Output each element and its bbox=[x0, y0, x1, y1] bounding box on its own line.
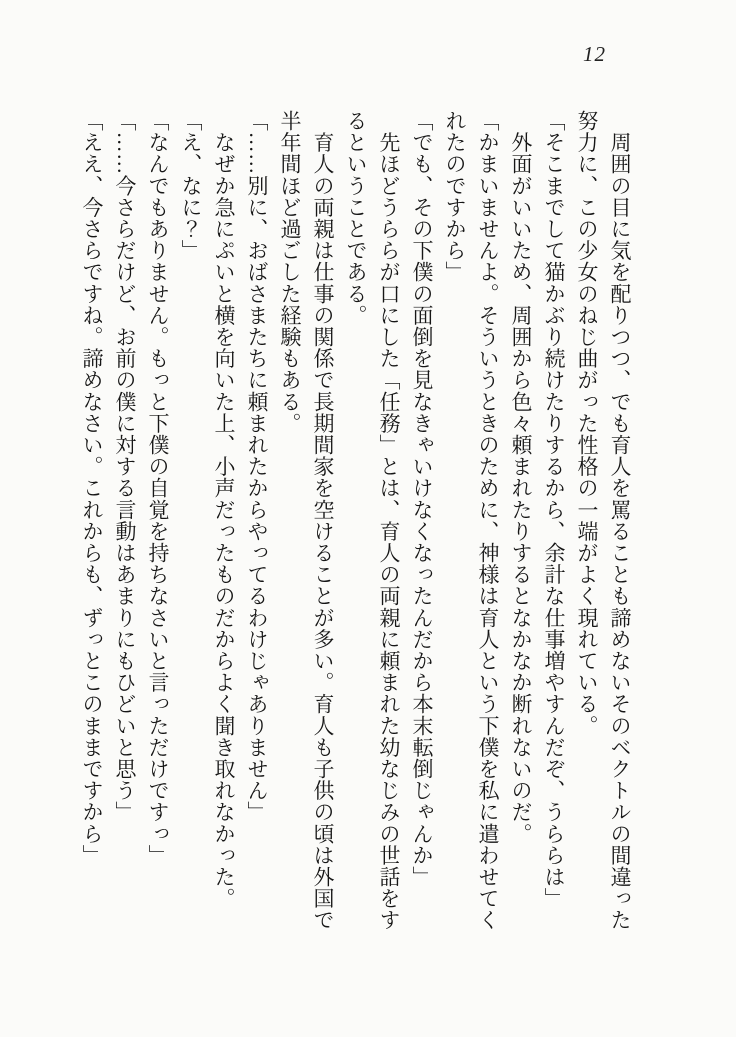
text-line: 「ええ、今さらですね。諦めなさい。これからも、ずっとこのままですから」 bbox=[80, 110, 104, 866]
text-line: なぜか急にぷいと横を向いた上、小声だったものだからよく聞き取れなかった。 bbox=[212, 110, 236, 910]
text-line: 先ほどうららが口にした「任務」とは、育人の両親に頼まれた幼なじみの世話をす bbox=[377, 110, 401, 931]
text-line: 「そこまでして猫かぶり続けたりするから、余計な仕事増やすんだぞ、うららは」 bbox=[542, 110, 566, 910]
text-line: 「え、なに？」 bbox=[179, 110, 203, 262]
text-line: 育人の両親は仕事の関係で長期間家を空けることが多い。育人も子供の頃は外国で bbox=[311, 110, 335, 931]
vertical-text-block bbox=[75, 110, 636, 950]
text-line: れたのですから」 bbox=[443, 110, 467, 283]
text-line: 「かまいませんよ。そういうときのために、神様は育人という下僕を私に遣わせてく bbox=[476, 110, 500, 931]
text-line: るということである。 bbox=[344, 110, 368, 326]
text-line: 外面がいいため、周囲から色々頼まれたりするとなかなか断れないのだ。 bbox=[509, 110, 533, 845]
text-line: 「なんでもありません。もっと下僕の自覚を持ちなさいと言っただけですっ」 bbox=[146, 110, 170, 866]
text-line: 「……今さらだけど、お前の僕に対する言動はあまりにもひどいと思う」 bbox=[113, 110, 137, 823]
text-line: 「……別に、おばさまたちに頼まれたからやってるわけじゃありません」 bbox=[245, 110, 269, 823]
text-line: 周囲の目に気を配りつつ、でも育人を罵ることも諦めないそのベクトルの間違った bbox=[608, 110, 632, 931]
text-line: 努力に、この少女のねじ曲がった性格の一端がよく現れている。 bbox=[575, 110, 599, 737]
text-line: 「でも、その下僕の面倒を見なきゃいけなくなったんだから本末転倒じゃんか」 bbox=[410, 110, 434, 888]
page-number: 12 bbox=[583, 42, 606, 66]
text-line: 半年間ほど過ごした経験もある。 bbox=[278, 110, 302, 434]
